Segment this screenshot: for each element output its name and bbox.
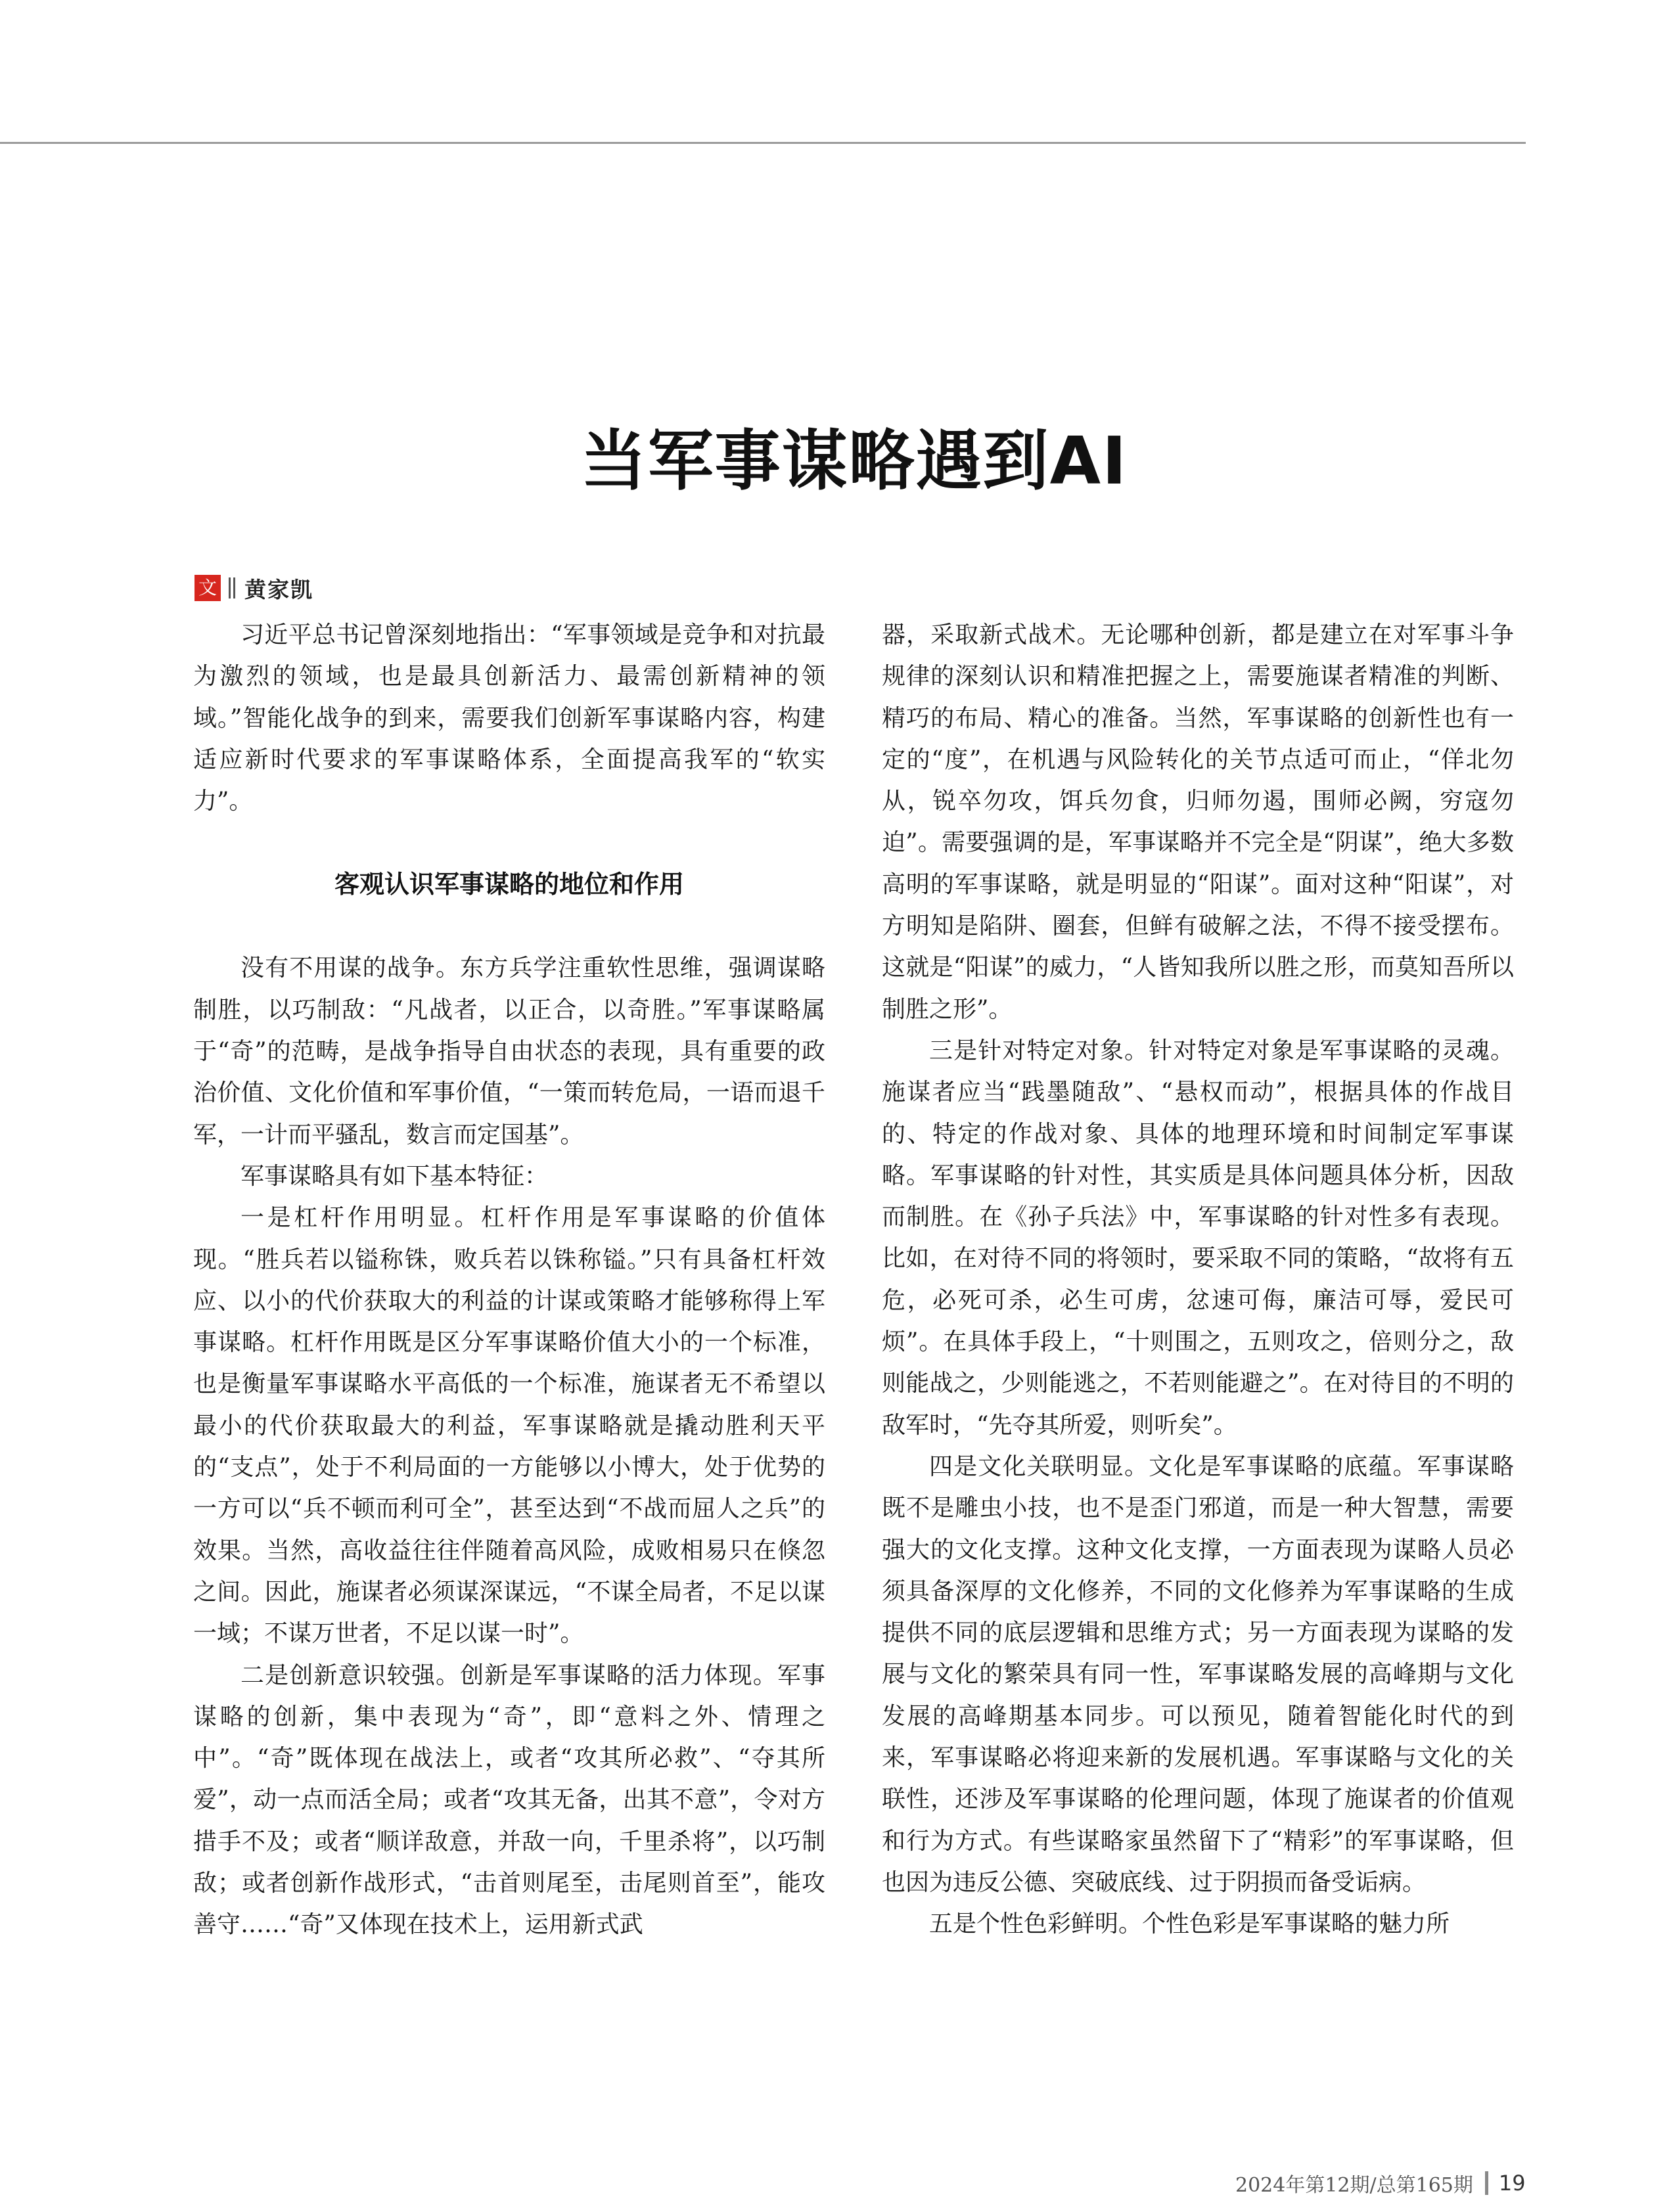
body-paragraph: 军事谋略具有如下基本特征：: [240, 1162, 549, 1190]
body-paragraph: 二是创新意识较强。创新是军事谋略的活力体现。军事谋略的创新，集中表现为“奇”，即“意料之外、情理之中”。“奇”既体现在战法上，或者“攻其所必救”、“夺其所爱”，动一点而活全局；或者“攻其无备，出其不意”，令对方措手不及；或者“顺详敌意，并敌一向，千里杀将”，以巧制敌；或者创新作战形式，“击首则尾至，击尾则首至”，能攻善守……“奇”又体现在技术上，运用新式武: [193, 1661, 825, 1939]
issue-info: 2024年第12期/总第165期: [1235, 2174, 1473, 2197]
byline-divider: [229, 577, 235, 598]
intro-paragraph: 习近平总书记曾深刻地指出：“军事领域是竞争和对抗最为激烈的领域，也是最具创新活力、最需创新精神的领域。”智能化战争的到来，需要我们创新军事谋略内容，构建适应新时代要求的军事谋略体系，全面提高我军的“软实力”。: [193, 621, 825, 815]
page-footer: [1235, 2169, 1526, 2197]
body-paragraph: 五是个性色彩鲜明。个性色彩是军事谋略的魅力所: [929, 1910, 1450, 1938]
header-rule: [0, 142, 1526, 144]
body-paragraph: 三是针对特定对象。针对特定对象是军事谋略的灵魂。施谋者应当“践墨随敌”、“悬权而动”，根据具体的作战目的、特定的作战对象、具体的地理环境和时间制定军事谋略。军事谋略的针对性，其实质是具体问题具体分析，因敌而制胜。在《孙子兵法》中，军事谋略的针对性多有表现。比如，在对待不同的将领时，要采取不同的策略，“故将有五危，必死可杀，必生可虏，忿速可侮，廉洁可辱，爱民可烦”。在具体手段上，“十则围之，五则攻之，倍则分之，敌则能战之，少则能逃之，不若则能避之”。在对待目的不明的敌军时，“先夺其所爱，则听矣”。: [882, 1037, 1514, 1439]
right-column: [882, 614, 1514, 1945]
author-name: 黄家凯: [244, 576, 313, 602]
left-column: [193, 614, 825, 1946]
body-paragraph: 一是杠杆作用明显。杠杆作用是军事谋略的价值体现。“胜兵若以镒称铢，败兵若以铢称镒。”只有具备杠杆效应、以小的代价获取大的利益的计谋或策略才能够称得上军事谋略。杠杆作用既是区分军事谋略价值大小的一个标准，也是衡量军事谋略水平高低的一个标准，施谋者无不希望以最小的代价获取最大的利益，军事谋略就是撬动胜利天平的“支点”，处于不利局面的一方能够以小博大，处于优势的一方可以“兵不顿而利可全”，甚至达到“不战而屈人之兵”的效果。当然，高收益往往伴随着高风险，成败相易只在倏忽之间。因此，施谋者必须谋深谋远，“不谋全局者，不足以谋一域；不谋万世者，不足以谋一时”。: [193, 1204, 825, 1648]
article-title: 当军事谋略遇到AI: [580, 422, 1128, 499]
byline: [194, 574, 313, 602]
footer-divider: [1485, 2171, 1488, 2195]
body-paragraph: 没有不用谋的战争。东方兵学注重软性思维，强调谋略制胜，以巧制敌：“凡战者，以正合，以奇胜。”军事谋略属于“奇”的范畴，是战争指导自由状态的表现，具有重要的政治价值、文化价值和军事价值，“一策而转危局，一语而退千军，一计而平骚乱，数言而定国基”。: [193, 955, 825, 1148]
body-paragraph: 四是文化关联明显。文化是军事谋略的底蕴。军事谋略既不是雕虫小技，也不是歪门邪道，而是一种大智慧，需要强大的文化支撑。这种文化支撑，一方面表现为谋略人员必须具备深厚的文化修养，不同的文化修养为军事谋略的生成提供不同的底层逻辑和思维方式；另一方面表现为谋略的发展与文化的繁荣具有同一性，军事谋略发展的高峰期与文化发展的高峰期基本同步。可以预见，随着智能化时代的到来，军事谋略必将迎来新的发展机遇。军事谋略与文化的关联性，还涉及军事谋略的伦理问题，体现了施谋者的价值观和行为方式。有些谋略家虽然留下了“精彩”的军事谋略，但也因为违反公德、突破底线、过于阴损而备受诟病。: [882, 1453, 1514, 1896]
body-paragraph-continued: 器，采取新式战术。无论哪种创新，都是建立在对军事斗争规律的深刻认识和精准把握之上，需要施谋者精准的判断、精巧的布局、精心的准备。当然，军事谋略的创新性也有一定的“度”，在机遇与风险转化的关节点适可而止，“佯北勿从，锐卒勿攻，饵兵勿食，归师勿遏，围师必阙，穷寇勿迫”。需要强调的是，军事谋略并不完全是“阴谋”，绝大多数高明的军事谋略，就是明显的“阳谋”。面对这种“阳谋”，对方明知是陷阱、圈套，但鲜有破解之法，不得不接受摆布。这就是“阳谋”的威力，“人皆知我所以胜之形，而莫知吾所以制胜之形”。: [882, 621, 1514, 1023]
section-heading: 客观认识军事谋略的地位和作用: [334, 870, 684, 899]
page-number: 19: [1498, 2171, 1526, 2196]
byline-tag: 文: [194, 575, 221, 601]
